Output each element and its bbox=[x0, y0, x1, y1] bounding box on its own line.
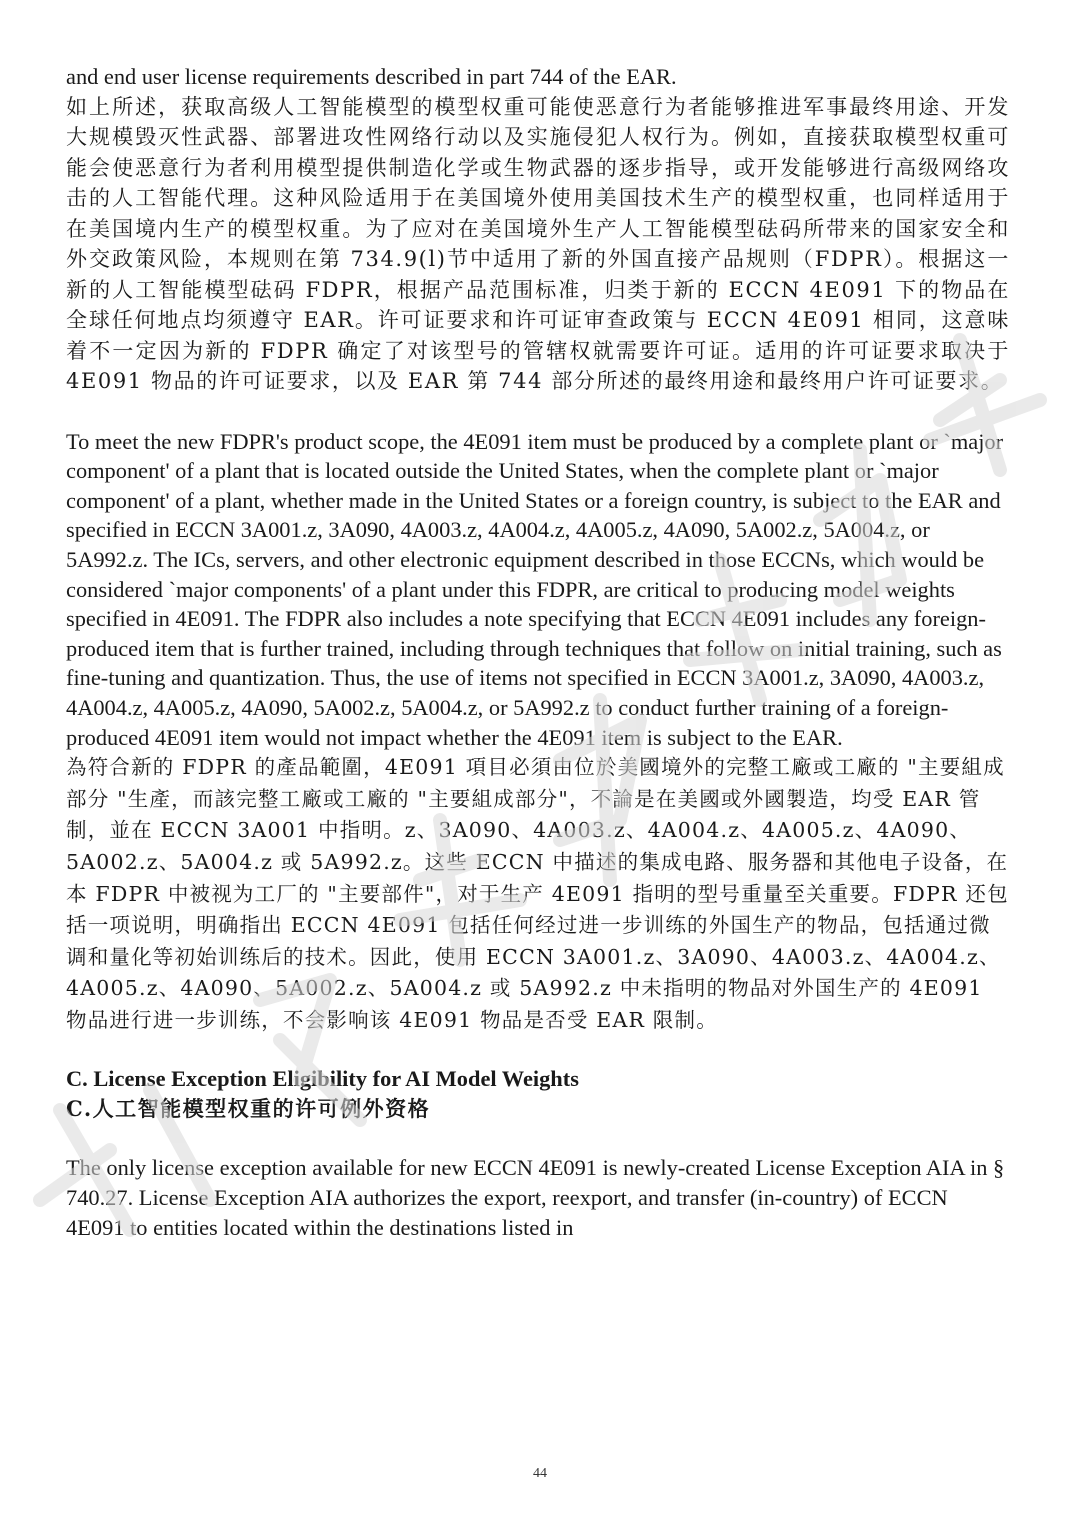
section-heading-zh: C.人工智能模型权重的许可例外资格 bbox=[66, 1096, 431, 1122]
section-heading-en: C. License Exception Eligibility for AI Model Weights bbox=[66, 1066, 579, 1092]
paragraph-en-3: The only license exception available for new ECCN 4E091 is newly-created License Exception AIA in § 740.27. License Exception AIA authorizes the export, reexport, and transfer (in-country) of ECCN 4E091 to entities located within the destinations listed in bbox=[66, 1155, 1005, 1240]
document-page bbox=[66, 62, 1010, 1242]
paragraph-en-continuation: and end user license requirements described in part 744 of the EAR. bbox=[66, 64, 677, 89]
paragraph-zh-1: 如上所述，获取高级人工智能模型的模型权重可能使恶意行为者能够推进军事最终用途、开发大规模毁灭性武器、部署进攻性网络行动以及实施侵犯人权行为。例如，直接获取模型权重可能会使恶意行为者利用模型提供制造化学或生物武器的逐步指导，或开发能够进行高级网络攻击的人工智能代理。这种风险适用于在美国境外使用美国技术生产的模型权重，也同样适用于在美国境内生产的模型权重。为了应对在美国境外生产人工智能模型砝码所带来的国家安全和外交政策风险，本规则在第 734.9(l)节中适用了新的外国直接产品规则（FDPR）。根据这一新的人工智能模型砝码 FDPR，根据产品范围标准，归类于新的 ECCN 4E091 下的物品在全球任何地点均须遵守 EAR。许可证要求和许可证审查政策与 ECCN 4E091 相同，这意味着不一定因为新的 FDPR 确定了对该型号的管辖权就需要许可证。适用的许可证要求取决于 4E091 物品的许可证要求，以及 EAR 第 744 部分所述的最终用途和最终用户许可证要求。 bbox=[66, 94, 1010, 394]
paragraph-zh-2: 為符合新的 FDPR 的產品範圍，4E091 項目必須由位於美國境外的完整工廠或工廠的 "主要組成部分 "生產，而該完整工廠或工廠的 "主要組成部分"，不論是在美國或外國製造，均受 EAR 管制，並在 ECCN 3A001 中指明。z、3A090、4A003.z、4A004.z、4A005.z、4A090、5A002.z、5A004.z 或 5A992.z。这些 ECCN 中描述的集成电路、服务器和其他电子设备，在本 FDPR 中被视为工厂的 "主要部件"，对于生产 4E091 指明的型号重量至关重要。FDPR 还包括一项说明，明确指出 ECCN 4E091 包括任何经过进一步训练的外国生产的物品，包括通过微调和量化等初始训练后的技术。因此，使用 ECCN 3A001.z、3A090、4A003.z、4A004.z、4A005.z、4A090、5A002.z、5A004.z 或 5A992.z 中未指明的物品对外国生产的 4E091 物品进行进一步训练，不会影响该 4E091 物品是否受 EAR 限制。 bbox=[66, 755, 1009, 1032]
page-number: 44 bbox=[533, 1466, 547, 1481]
paragraph-en-2: To meet the new FDPR's product scope, the 4E091 item must be produced by a complete plant or `major component' of a plant that is located outside the United States, when the complete plant or `major component' of a plant, whether made in the United States or a foreign country, is subject to the EAR and specified in ECCN 3A001.z, 3A090, 4A003.z, 4A004.z, 4A005.z, 4A090, 5A002.z, 5A004.z, or 5A992.z. The ICs, servers, and other electronic equipment described in those ECCNs, which would be considered `major components' of a plant under this FDPR, are critical to producing model weights specified in 4E091. The FDPR also includes a note specifying that ECCN 4E091 includes any foreign-produced item that is further trained, including through techniques that follow on initial training, such as fine-tuning and quantization. Thus, the use of items not specified in ECCN 3A001.z, 3A090, 4A003.z, 4A004.z, 4A005.z, 4A090, 5A002.z, 5A004.z, or 5A992.z to conduct further training of a foreign-produced 4E091 item would not impact whether the 4E091 item is subject to the EAR. bbox=[66, 428, 1004, 750]
